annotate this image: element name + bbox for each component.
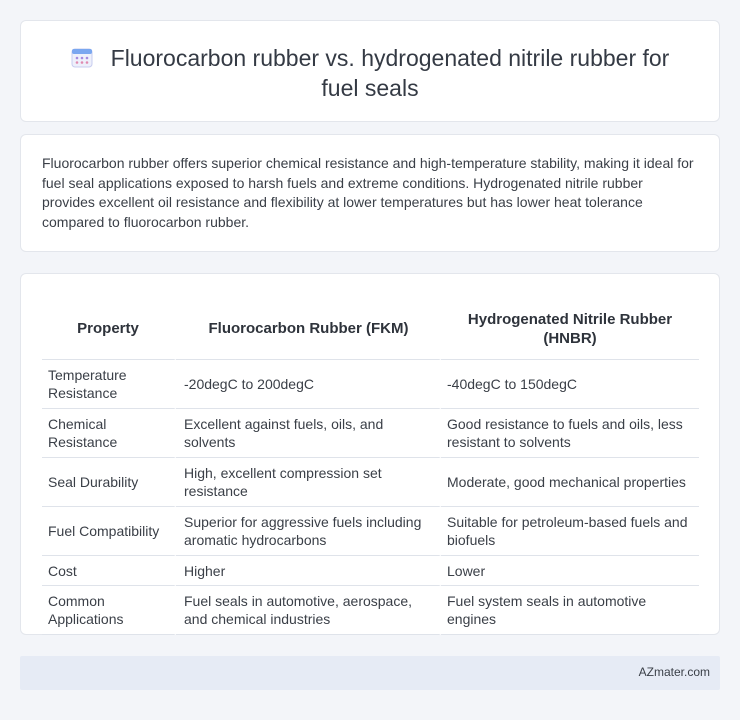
cell-property: Seal Durability [42,458,176,507]
page-title-text: Fluorocarbon rubber vs. hydrogenated nitrile rubber for fuel seals [110,45,670,101]
cell-property: Fuel Compatibility [42,507,176,556]
cell-fkm: Excellent against fuels, oils, and solvents [176,409,441,458]
cell-property: Chemical Resistance [42,409,176,458]
table-row [42,360,699,409]
cell-property: Temperature Resistance [42,360,176,409]
cell-fkm: Superior for aggressive fuels including aromatic hydrocarbons [176,507,441,556]
comparison-table-card [20,273,720,635]
table-row [42,409,699,458]
cell-property: Common Applications [42,586,176,635]
header-fkm: Fluorocarbon Rubber (FKM) [176,298,441,360]
footer-brand[interactable]: AZmater.com [638,665,710,679]
cell-hnbr: Fuel system seals in automotive engines [441,586,699,635]
table-row [42,556,699,586]
footer-bar [20,656,720,690]
cell-hnbr: Good resistance to fuels and oils, less resistant to solvents [441,409,699,458]
table-header-row [42,298,699,360]
calendar-icon [71,45,93,67]
table-row [42,458,699,507]
table-row [42,586,699,635]
cell-hnbr: Lower [441,556,699,586]
page-title [21,43,719,103]
cell-hnbr: Moderate, good mechanical properties [441,458,699,507]
summary-paragraph: Fluorocarbon rubber offers superior chemical resistance and high-temperature stability, making it ideal for fuel seal applications exposed to harsh fuels and extreme conditions. Hydrogenated nitrile rubber provides excellent oil resistance and flexibility at lower temperatures but has lower heat tolerance compared to fluorocarbon rubber. [42,155,694,230]
cell-fkm: Higher [176,556,441,586]
cell-hnbr: Suitable for petroleum-based fuels and biofuels [441,507,699,556]
comparison-table [42,298,699,635]
summary-card [20,134,720,252]
cell-hnbr: -40degC to 150degC [441,360,699,409]
title-card [20,20,720,122]
cell-fkm: -20degC to 200degC [176,360,441,409]
table-row [42,507,699,556]
cell-fkm: Fuel seals in automotive, aerospace, and chemical industries [176,586,441,635]
header-property: Property [42,298,176,360]
header-hnbr: Hydrogenated Nitrile Rubber (HNBR) [441,298,699,360]
cell-fkm: High, excellent compression set resistance [176,458,441,507]
cell-property: Cost [42,556,176,586]
